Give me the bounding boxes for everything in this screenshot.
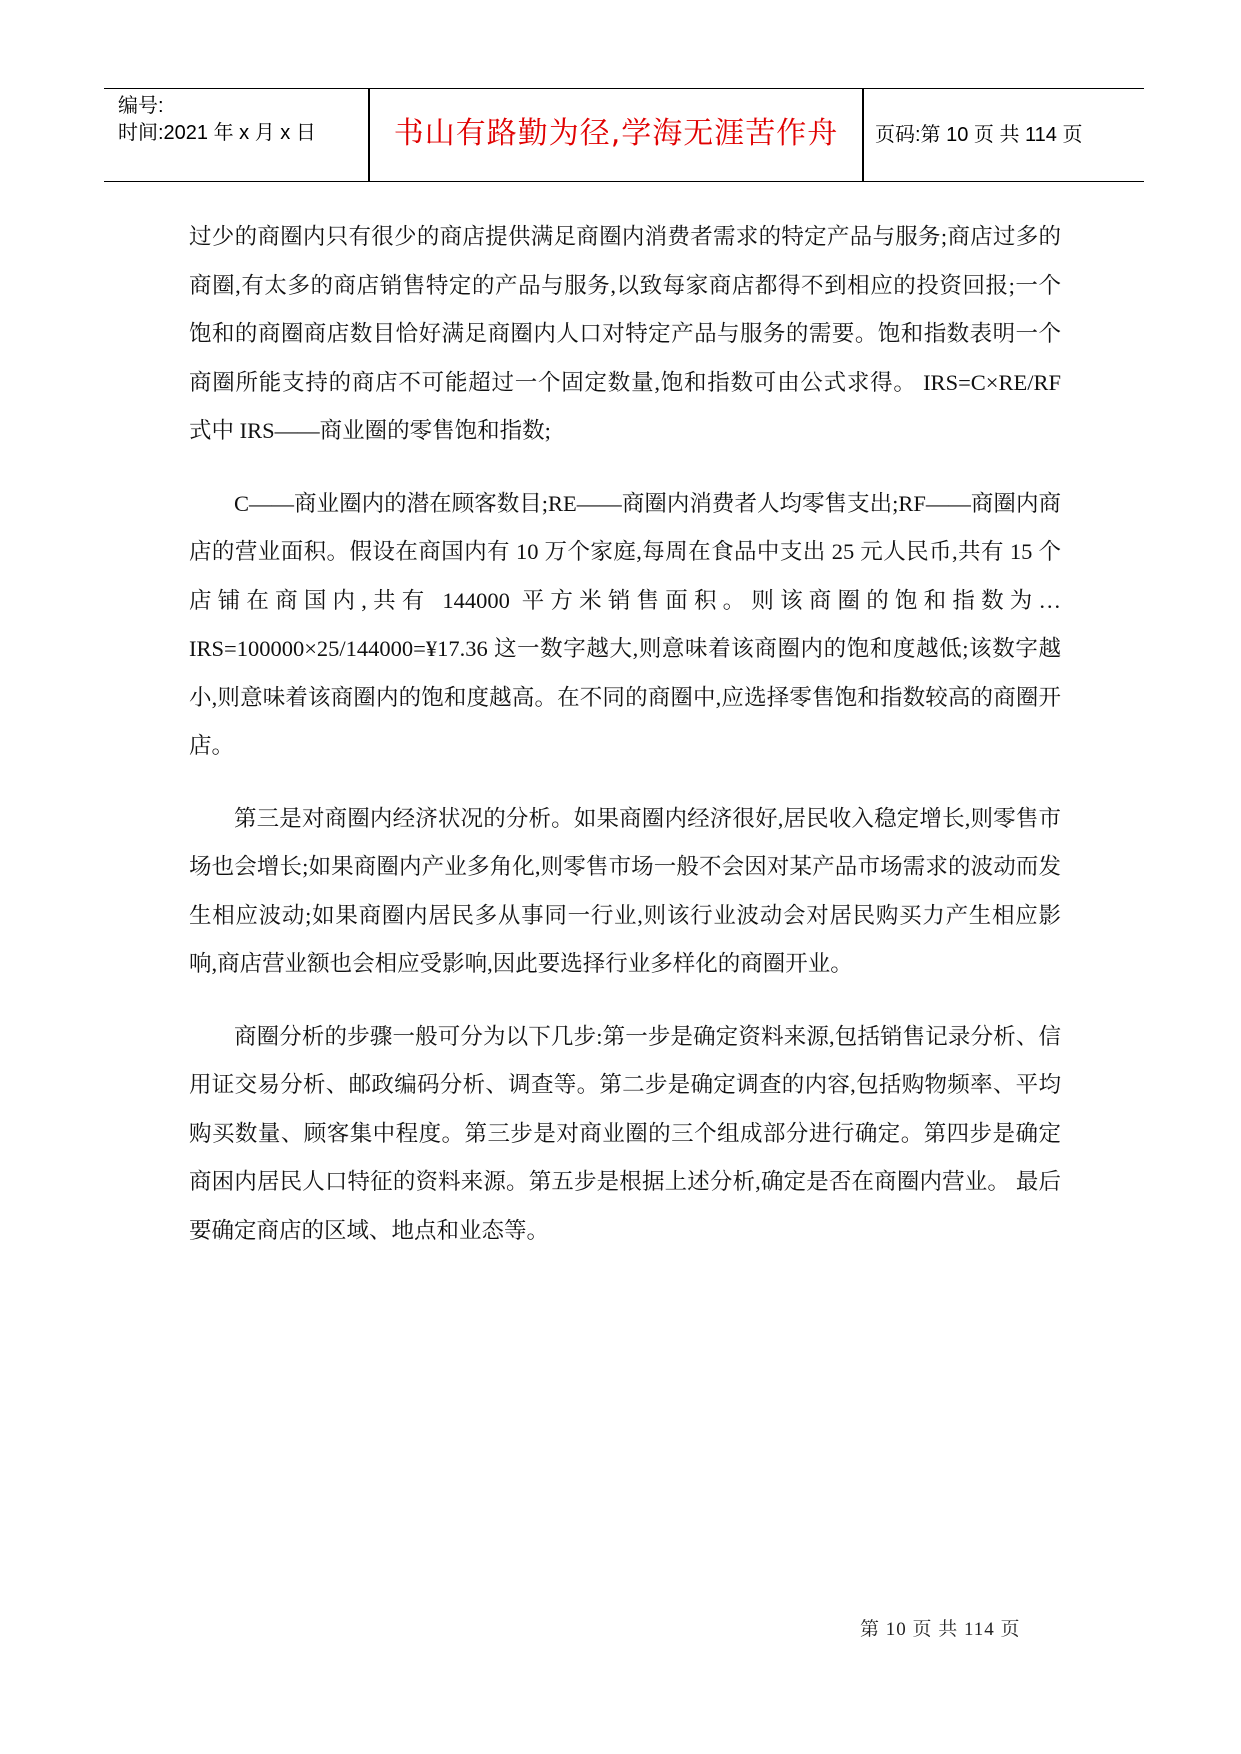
header-meta: [118, 93, 368, 147]
document-body: [189, 213, 1061, 1279]
header-page-number: 页码:第 10 页 共 114 页: [875, 124, 1083, 146]
paragraph-economic-analysis: 第三是对商圈内经济状况的分析。如果商圈内经济很好,居民收入稳定增长,则零售市场也会增长;如果商圈内产业多角化,则零售市场一般不会因对某产品市场需求的波动而发生相应波动;如果商圈内居民多从事同一行业,则该行业波动会对居民购买力产生相应影响,商店营业额也会相应受影响,因此要选择行业多样化的商圈开业。: [189, 805, 1061, 976]
document-number-label: 编号:: [118, 95, 164, 117]
page-header: [104, 88, 1144, 182]
paragraph-saturation-example: C——商业圈内的潜在顾客数目;RE——商圈内消费者人均零售支出;RF——商圈内商店的营业面积。假设在商国内有 10 万个家庭,每周在食品中支出 25 元人民币,共有 15 个店铺在商国内,共有 144000 平方米销售面积。则该商圈的饱和指数为… IRS=100000×25/144000=¥17.36 这一数字越大,则意味着该商圈内的饱和度越低;该数字越小,则意味着该商圈内的饱和度越高。在不同的商圈中,应选择零售饱和指数较高的商圈开店。: [189, 490, 1061, 758]
document-time-label: 时间:2021 年 x 月 x 日: [118, 122, 316, 144]
header-divider-right: [862, 89, 864, 181]
page-footer: 第 10 页 共 114 页: [860, 1619, 1021, 1640]
paragraph-saturation-intro: 过少的商圈内只有很少的商店提供满足商圈内消费者需求的特定产品与服务;商店过多的商圈,有太多的商店销售特定的产品与服务,以致每家商店都得不到相应的投资回报;一个饱和的商圈商店数目恰好满足商圈内人口对特定产品与服务的需要。饱和指数表明一个商圈所能支持的商店不可能超过一个固定数量,饱和指数可由公式求得。 IRS=C×RE/RF 式中 IRS——商业圈的零售饱和指数;: [189, 224, 1061, 443]
paragraph-analysis-steps: 商圈分析的步骤一般可分为以下几步:第一步是确定资料来源,包括销售记录分析、信用证交易分析、邮政编码分析、调查等。第二步是确定调查的内容,包括购物频率、平均购买数量、顾客集中程度。第三步是对商业圈的三个组成部分进行确定。第四步是确定商困内居民人口特征的资料来源。第五步是根据上述分析,确定是否在商圈内营业。 最后要确定商店的区域、地点和业态等。: [189, 1023, 1061, 1243]
header-motto: 书山有路勤为径,学海无涯苦作舟: [393, 116, 839, 151]
